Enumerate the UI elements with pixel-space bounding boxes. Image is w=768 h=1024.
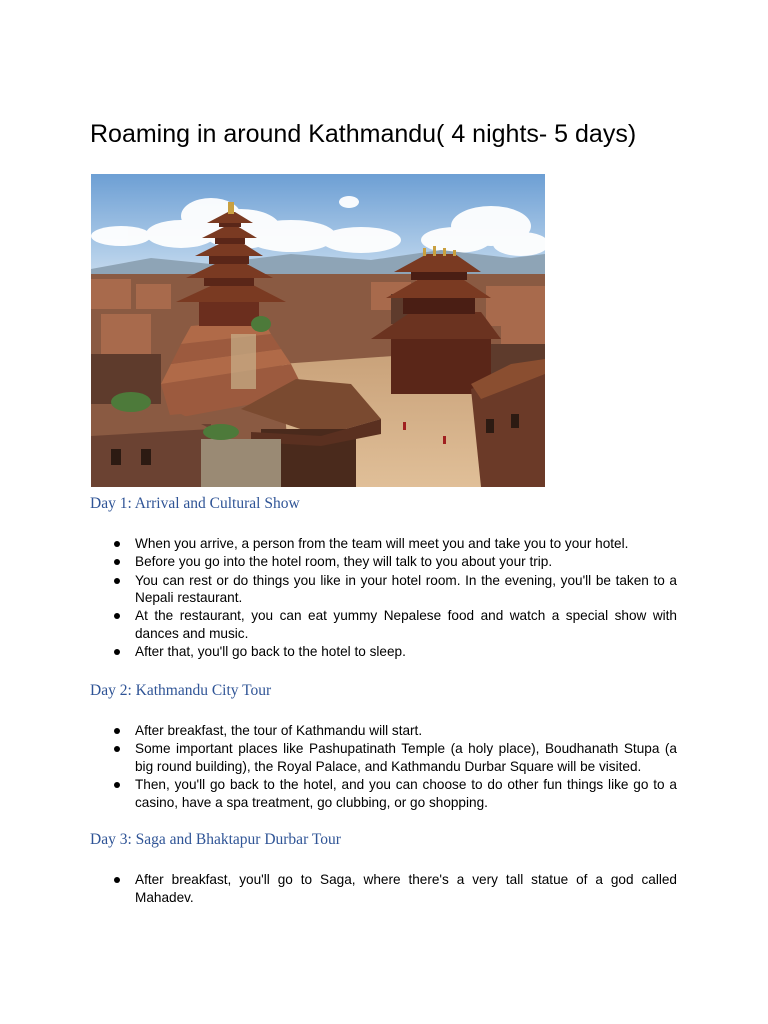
bullet-icon [114,649,120,655]
list-item: After that, you'll go back to the hotel to sleep. [90,643,677,661]
bullet-icon [114,613,120,619]
bullet-icon [114,559,120,565]
temple-square-photo [91,174,545,487]
bullet-icon [114,578,120,584]
list-item: When you arrive, a person from the team will meet you and take you to your hotel. [90,535,677,553]
bullet-icon [114,728,120,734]
day-3-heading: Day 3: Saga and Bhaktapur Durbar Tour [90,831,341,848]
list-item: You can rest or do things you like in your hotel room. In the evening, you'll be taken to a Nepali restaurant. [90,572,677,607]
bullet-icon [114,877,120,883]
list-item: Some important places like Pashupatinath Temple (a holy place), Boudhanath Stupa (a big round building), the Royal Palace, and Kathmandu Durbar Square will be visited. [90,740,677,775]
day-1-list [90,535,677,661]
day-3-list [90,871,677,907]
document-title: Roaming in around Kathmandu( 4 nights- 5 days) [90,120,637,148]
list-item: After breakfast, you'll go to Saga, where there's a very tall statue of a god called Mahadev. [90,871,677,906]
day-2-list [90,722,677,812]
list-item: At the restaurant, you can eat yummy Nepalese food and watch a special show with dances and music. [90,607,677,642]
list-item: After breakfast, the tour of Kathmandu will start. [90,722,677,740]
list-item: Before you go into the hotel room, they will talk to you about your trip. [90,553,677,571]
day-2-heading: Day 2: Kathmandu City Tour [90,682,272,699]
bullet-icon [114,541,120,547]
day-1-heading: Day 1: Arrival and Cultural Show [90,495,300,512]
bullet-icon [114,746,120,752]
bullet-icon [114,782,120,788]
list-item: Then, you'll go back to the hotel, and you can choose to do other fun things like go to a casino, have a spa treatment, go clubbing, or go shopping. [90,776,677,811]
